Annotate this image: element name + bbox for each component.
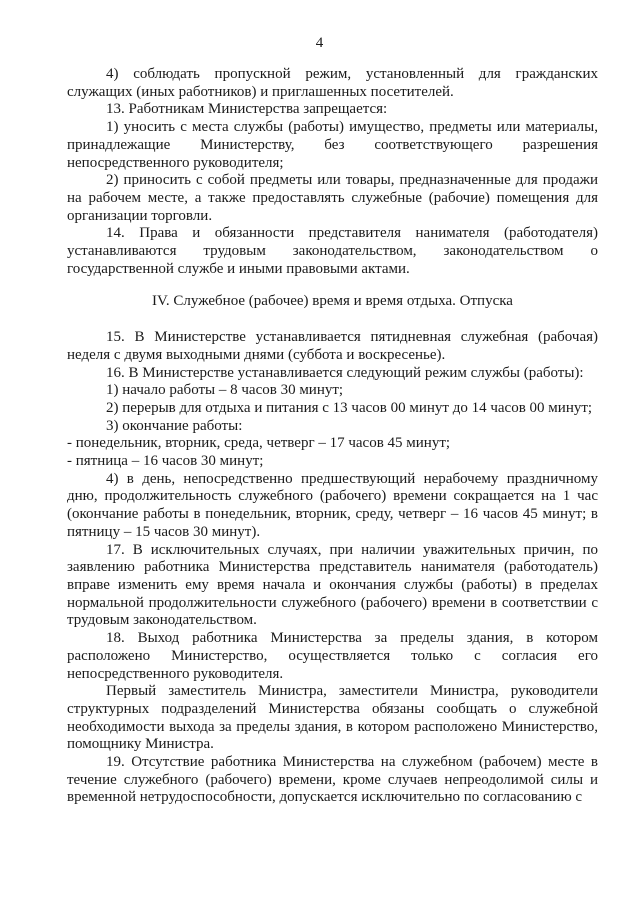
paragraph-19: 19. Отсутствие работника Министерства на служебном (рабочем) месте в течение служебного (рабочего) времени, кроме случаев непреодолимой силы и временной нетрудоспособности, допускается исключительно по согласованию с [67,754,598,806]
section-heading: IV. Служебное (рабочее) время и время отдыха. Отпуска [152,293,513,310]
schedule-mon-thu: - понедельник, вторник, среда, четверг – 17 часов 45 минут; [67,435,451,452]
paragraph-16-item-3: 3) окончание работы: [106,417,243,434]
page-number: 4 [315,35,324,51]
schedule-fri: - пятница – 16 часов 30 минут; [67,453,264,470]
paragraph-16-item-2: 2) перерыв для отдыха и питания с 13 часов 00 минут до 14 часов 00 минут; [106,399,593,416]
paragraph-13-item-1: 1) уносить с места службы (работы) имущество, предметы или материалы, принадлежащие Министерству, без соответствующего разрешения непосредственного руководителя; [67,119,598,171]
paragraph-14: 14. Права и обязанности представителя нанимателя (работодателя) устанавливаются трудовым законодательством, законодательством о государственной службе и иными правовыми актами. [67,225,598,277]
paragraph-18-continued: Первый заместитель Министра, заместители Министра, руководители структурных подразделений Министерства обязаны сообщать о служебной необходимости выхода за пределы здания, в котором расположено Министерство, помощнику Министра. [67,683,598,753]
document-body [67,66,598,807]
paragraph-17: 17. В исключительных случаях, при наличии уважительных причин, по заявлению работника Министерства представитель нанимателя (работодатель) вправе изменить ему время начала и окончания службы (работы) в пределах нормальной продолжительности служебного (рабочего) времени в соответствии с трудовым законодательством. [67,541,598,629]
paragraph-16-item-1: 1) начало работы – 8 часов 30 минут; [106,382,344,399]
paragraph-12-item-4: 4) соблюдать пропускной режим, установленный для гражданских служащих (иных работников) и приглашенных посетителей. [67,66,598,100]
paragraph-13: 13. Работникам Министерства запрещается: [106,101,388,118]
paragraph-18: 18. Выход работника Министерства за пределы здания, в котором расположено Министерство, осуществляется только с согласия его непосредственного руководителя. [67,630,598,682]
paragraph-13-item-2: 2) приносить с собой предметы или товары, предназначенные для продажи на рабочем месте, а также предоставлять служебные (рабочие) помещения для организации торговли. [67,172,598,224]
paragraph-15: 15. В Министерстве устанавливается пятидневная служебная (рабочая) неделя с двумя выходными днями (суббота и воскресенье). [67,329,598,363]
paragraph-16: 16. В Министерстве устанавливается следующий режим службы (работы): [106,364,584,381]
paragraph-16-item-4: 4) в день, непосредственно предшествующий нерабочему праздничному дню, продолжительность служебного (рабочего) времени сокращается на 1 час (окончание работы в понедельник, вторник, среду, четверг – 16 часов 45 минут; в пятницу – 15 часов 30 минут). [67,470,598,540]
